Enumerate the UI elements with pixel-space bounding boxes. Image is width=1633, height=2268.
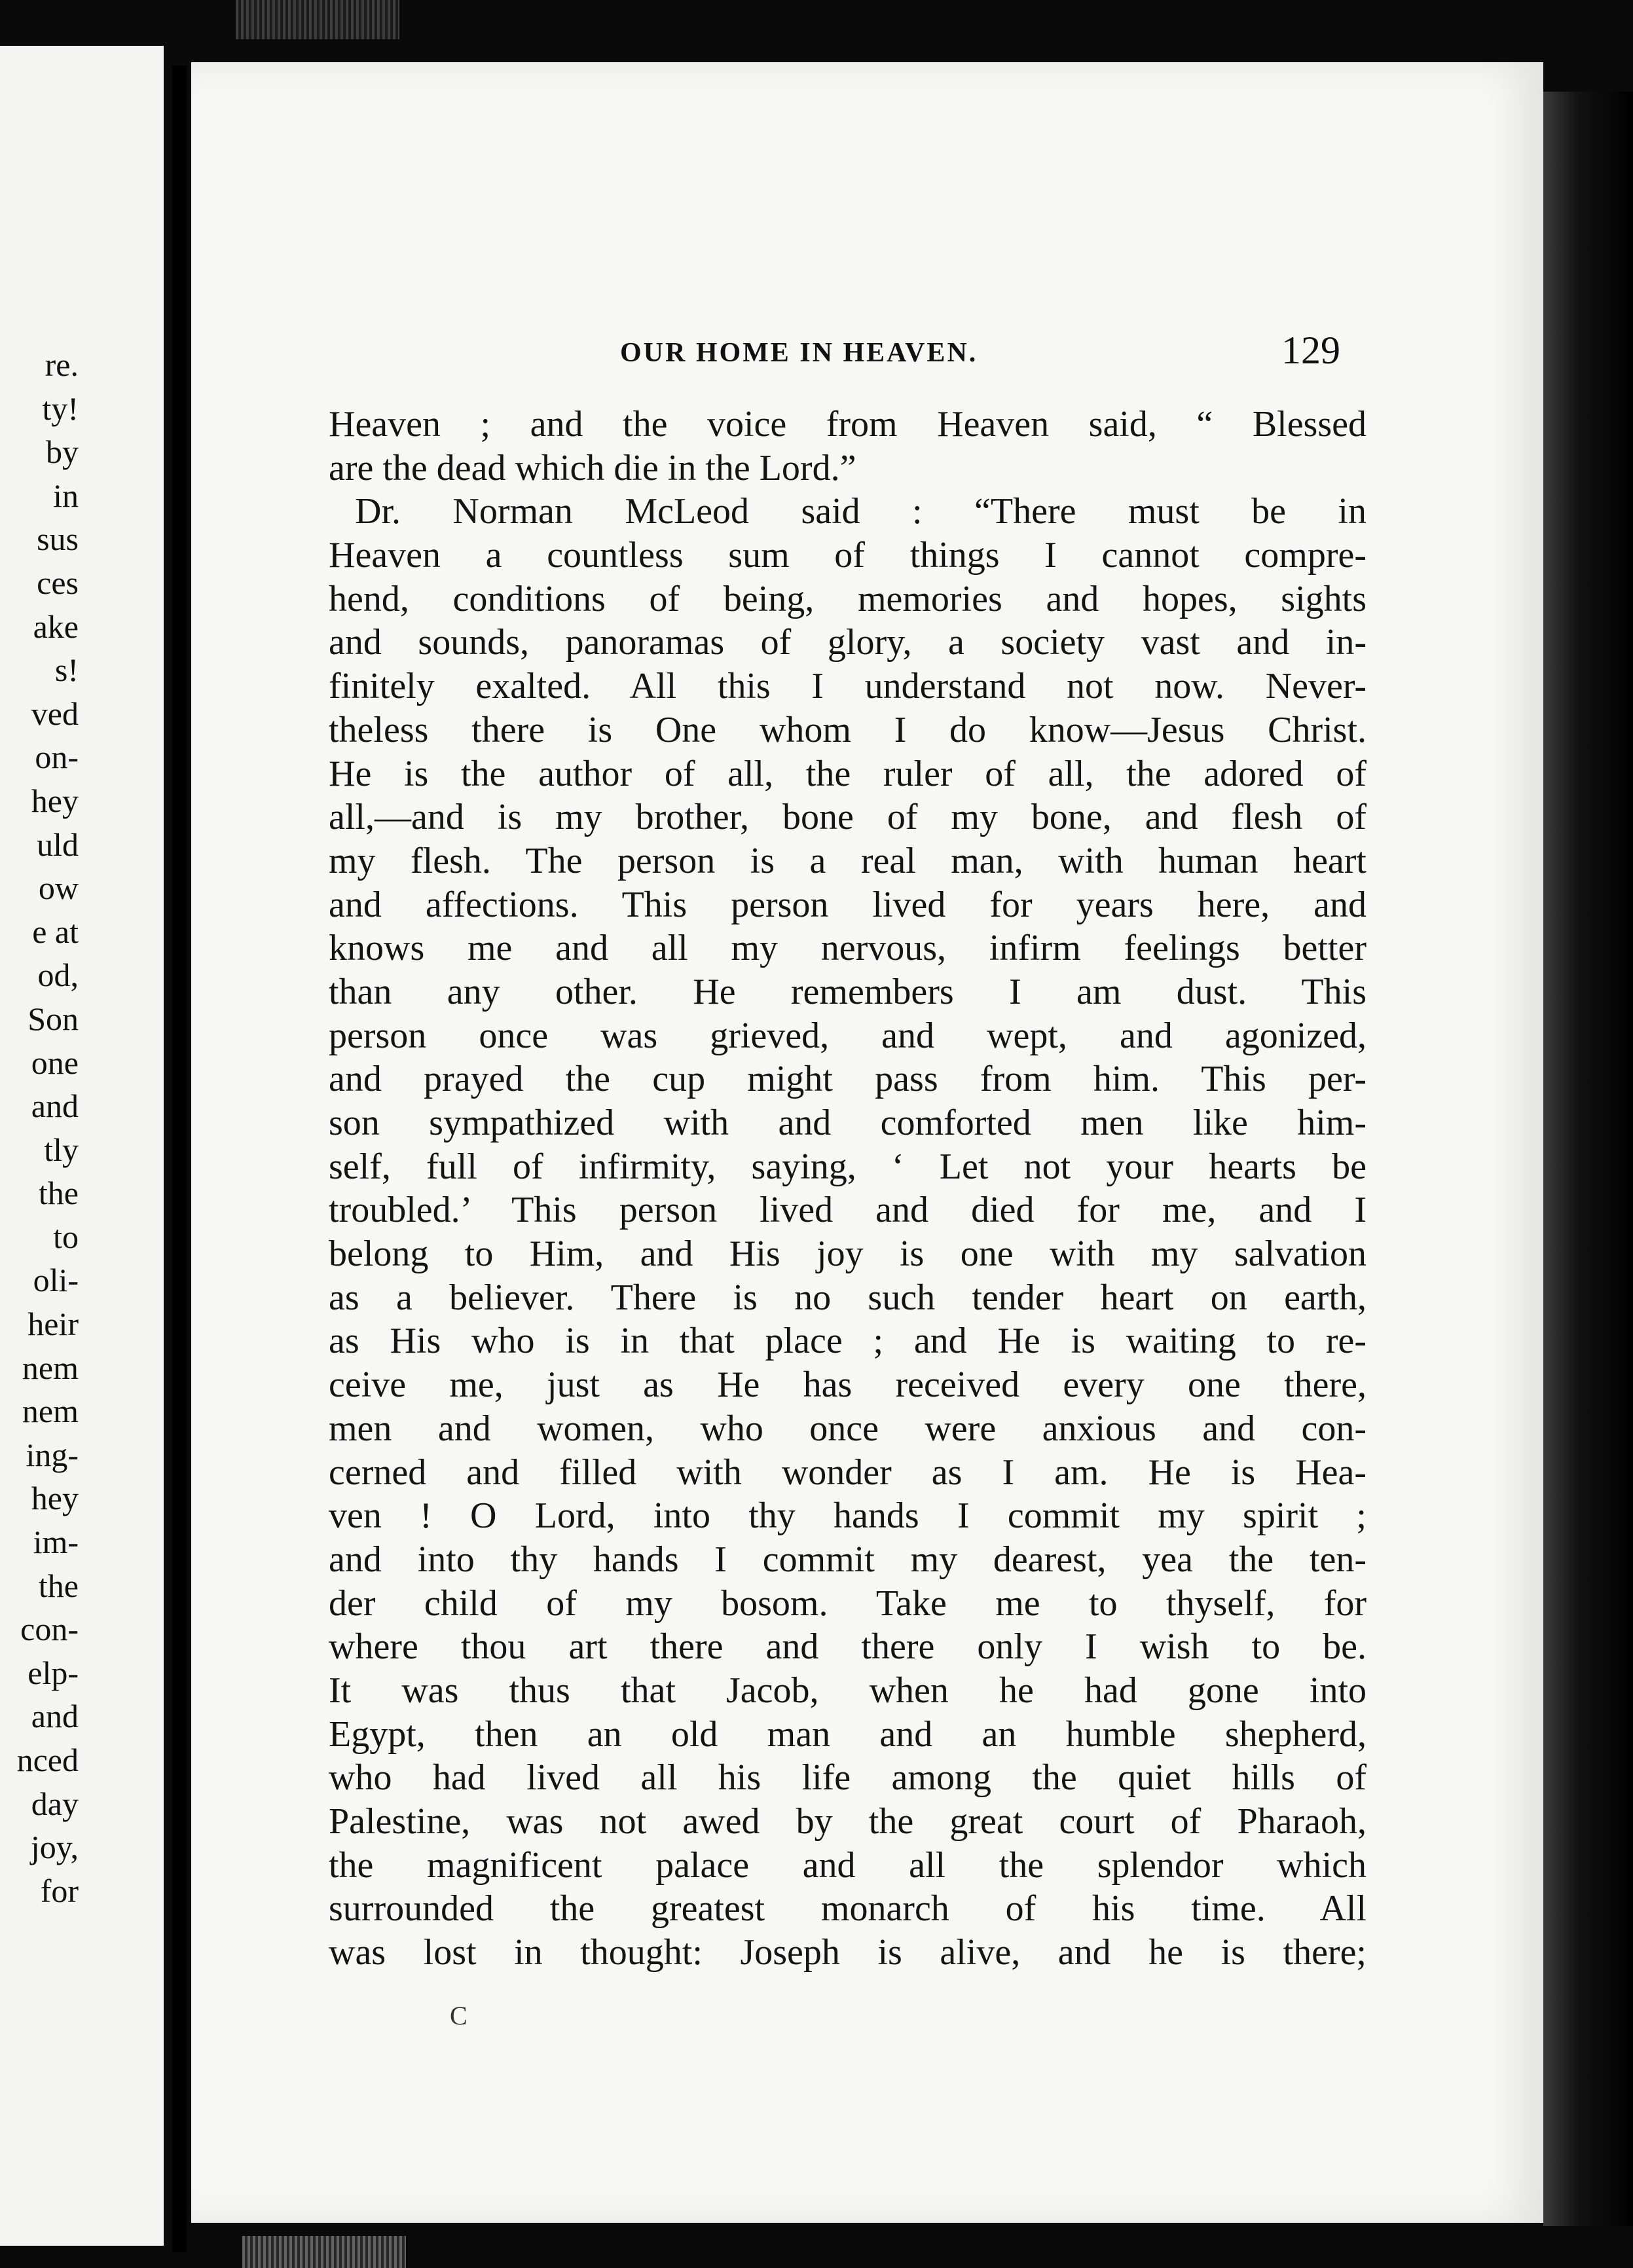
fragment-line: for [40, 1872, 79, 1909]
fragment-line: nem [22, 1349, 79, 1386]
text-line: Egypt, then an old man and an humble shepherd, [329, 1713, 1367, 1755]
text-line: are the dead which die in the Lord.” [329, 447, 856, 488]
fragment-line: tly [44, 1131, 79, 1168]
fragment-line: con- [20, 1611, 79, 1648]
fragment-line: e at [32, 913, 79, 950]
text-line: men and women, who once were anxious and con- [329, 1408, 1367, 1449]
fragment-line: s! [54, 651, 79, 689]
text-line: person once was grieved, and wept, and agonized, [329, 1015, 1367, 1056]
fragment-line: on- [35, 739, 79, 776]
gutter-divider [172, 65, 187, 2252]
fragment-line: sus [37, 521, 79, 558]
fragment-line: joy, [30, 1829, 79, 1866]
fragment-line: and [31, 1698, 79, 1735]
text-line: who had lived all his life among the quiet hills of [329, 1757, 1367, 1799]
text-line: where thou art there and there only I wish to be. [329, 1626, 1367, 1668]
fragment-line: day [31, 1785, 79, 1822]
text-line: troubled.’ This person lived and died for me, and I [329, 1190, 1367, 1231]
binding-thread-bottom [242, 2236, 406, 2268]
previous-page-edge [0, 46, 164, 2246]
fragment-line: elp- [28, 1654, 79, 1691]
running-head [191, 329, 1543, 383]
text-line: as His who is in that place ; and He is waiting to re- [329, 1321, 1367, 1362]
fragment-line: hey [31, 782, 79, 819]
signature-mark: C [450, 2001, 468, 2030]
text-line: my flesh. The person is a real man, with human heart [329, 840, 1367, 881]
text-line: theless there is One whom I do know—Jesus Christ. [329, 709, 1367, 750]
fragment-line: ake [33, 608, 79, 645]
text-line: Dr. Norman McLeod said : “There must be in [355, 491, 1367, 532]
text-line: than any other. He remembers I am dust. This [329, 971, 1367, 1012]
fragment-line: re. [45, 346, 79, 383]
text-line: ceive me, just as He has received every one there, [329, 1364, 1367, 1406]
text-line: and prayed the cup might pass from him. This per- [329, 1059, 1367, 1100]
text-line: Palestine, was not awed by the great court of Pharaoh, [329, 1801, 1367, 1842]
text-line: surrounded the greatest monarch of his time. All [329, 1888, 1367, 1930]
fragment-line: the [38, 1567, 79, 1604]
fragment-line: ow [38, 869, 79, 907]
fragment-line: nced [16, 1742, 79, 1778]
text-line: He is the author of all, the ruler of all, the adored of [329, 753, 1367, 794]
text-line: der child of my bosom. Take me to thyself, for [329, 1582, 1367, 1624]
text-line: It was thus that Jacob, when he had gone into [329, 1670, 1367, 1711]
body-text [329, 403, 1553, 1975]
text-line: hend, conditions of being, memories and hopes, sights [329, 578, 1367, 619]
text-line: and into thy hands I commit my dearest, yea the ten- [329, 1539, 1367, 1580]
fragment-line: im- [33, 1524, 79, 1561]
fragment-line: hey [31, 1480, 79, 1517]
fragment-line: in [53, 477, 79, 514]
text-line: as a believer. There is no such tender heart on earth, [329, 1277, 1367, 1318]
text-line: Heaven a countless sum of things I cannot compre- [329, 535, 1367, 576]
fragment-line: ved [31, 695, 79, 732]
text-line: and affections. This person lived for years here, and [329, 884, 1367, 925]
page-number: 129 [1281, 329, 1340, 372]
fragment-line: by [46, 433, 79, 471]
running-title: OUR HOME IN HEAVEN. [620, 338, 978, 368]
text-line: knows me and all my nervous, infirm feelings better [329, 928, 1367, 969]
text-line: ven ! O Lord, into thy hands I commit my spirit ; [329, 1495, 1367, 1537]
fragment-line: od, [37, 957, 79, 994]
fragment-line: heir [28, 1306, 79, 1343]
fragment-line: the [38, 1175, 79, 1212]
text-line: belong to Him, and His joy is one with my salvation [329, 1234, 1367, 1275]
text-line: self, full of infirmity, saying, ‘ Let not your hearts be [329, 1146, 1367, 1187]
fragment-line: uld [37, 826, 79, 863]
binding-thread-top [236, 0, 399, 39]
text-line: the magnificent palace and all the splendor which [329, 1844, 1367, 1886]
text-line: Heaven ; and the voice from Heaven said, “ Blessed [329, 404, 1367, 445]
fragment-line: oli- [33, 1262, 79, 1299]
previous-page-line-fragments [17, 343, 79, 1912]
fragment-line: and [31, 1088, 79, 1125]
fragment-line: to [53, 1218, 79, 1255]
text-line: cerned and filled with wonder as I am. He is Hea- [329, 1452, 1367, 1493]
fragment-line: ces [37, 564, 79, 601]
fragment-line: nem [22, 1393, 79, 1430]
text-line: all,—and is my brother, bone of my bone, and flesh of [329, 797, 1367, 838]
fragment-line: ty! [42, 390, 79, 427]
text-line: son sympathized with and comforted men like him- [329, 1103, 1367, 1143]
text-line: was lost in thought: Joseph is alive, and he is there; [329, 1932, 1367, 1973]
fragment-line: ing- [26, 1436, 79, 1473]
text-line: and sounds, panoramas of glory, a society vast and in- [329, 622, 1367, 663]
text-line: finitely exalted. All this I understand not now. Never- [329, 666, 1367, 707]
fragment-line: one [31, 1044, 79, 1081]
book-page [191, 62, 1543, 2223]
page-block-edge [1543, 92, 1633, 2226]
fragment-line: Son [28, 1000, 79, 1037]
